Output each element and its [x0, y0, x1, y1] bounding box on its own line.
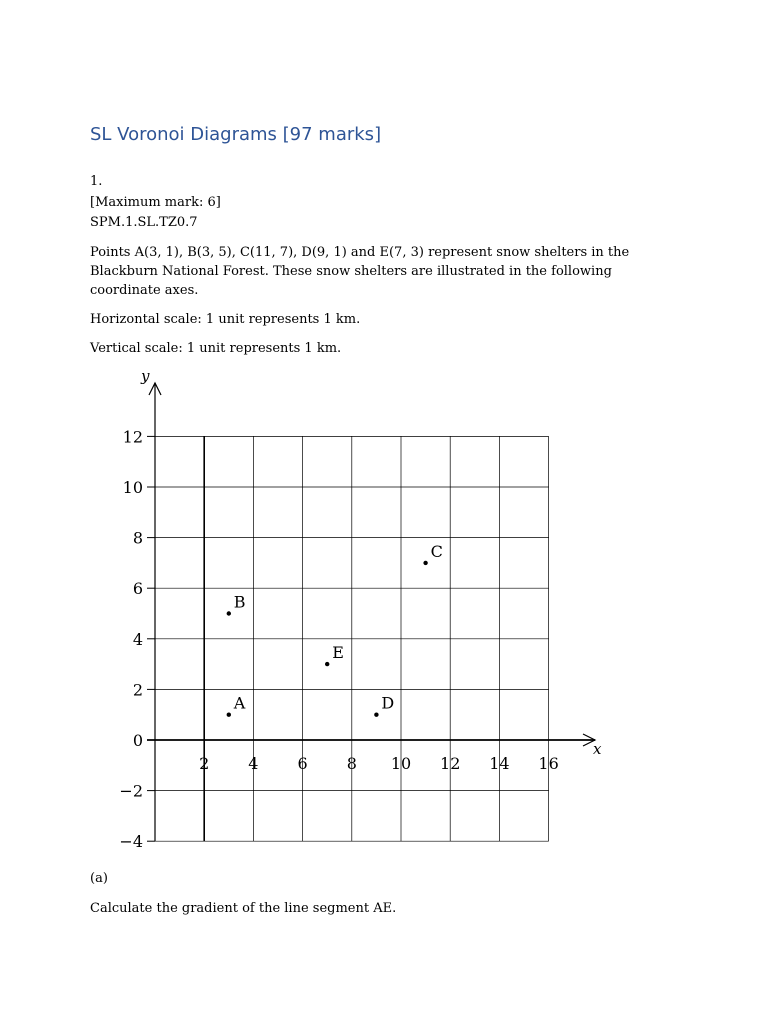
y-tick-label: 2 [132, 680, 143, 700]
data-point [227, 713, 231, 717]
data-point [227, 611, 231, 615]
x-tick-label: 12 [440, 754, 461, 773]
y-tick-label: 8 [132, 528, 143, 548]
data-point-label: E [332, 643, 344, 663]
x-tick-label: 14 [489, 754, 510, 773]
y-tick-label: 6 [132, 579, 143, 599]
x-tick-label: 10 [390, 754, 412, 773]
question-reference: SPM.1.SL.TZ0.7 [90, 215, 198, 230]
y-tick-label: 4 [132, 629, 143, 649]
part-a-question: Calculate the gradient of the line segment AE. [90, 901, 397, 916]
x-tick-label: 8 [346, 754, 357, 773]
data-point [374, 713, 378, 717]
x-tick-label: 4 [248, 754, 259, 773]
x-tick-label: 6 [297, 754, 308, 773]
chart-grid [155, 436, 549, 841]
coordinate-axes-chart [90, 365, 620, 855]
page-title: SL Voronoi Diagrams [97 marks] [90, 124, 382, 145]
part-a-label: (a) [90, 871, 108, 886]
y-tick-label: −2 [119, 781, 143, 801]
chart-tick-labels [119, 427, 558, 851]
vertical-scale-note: Vertical scale: 1 unit represents 1 km. [90, 341, 342, 356]
maximum-mark: [Maximum mark: 6] [90, 195, 221, 210]
question-number: 1. [90, 174, 103, 189]
x-axis-label: x [593, 740, 602, 758]
y-tick-label: 12 [122, 427, 143, 447]
y-tick-label: 10 [122, 478, 143, 497]
data-point-label: D [381, 693, 395, 713]
chart-axes [140, 367, 602, 841]
question-intro: Points A(3, 1), B(3, 5), C(11, 7), D(9, 1) and E(7, 3) represent snow shelters in the Blackburn National Forest. These snow shelters are illustrated in the following coordinate axes. [90, 245, 630, 298]
data-point-label: A [233, 693, 246, 713]
x-tick-label: 16 [538, 754, 559, 773]
horizontal-scale-note: Horizontal scale: 1 unit represents 1 km. [90, 312, 361, 327]
data-point-label: B [233, 592, 246, 612]
y-tick-label: −4 [119, 832, 143, 852]
x-tick-label: 2 [199, 754, 210, 773]
y-tick-label: 0 [132, 731, 143, 750]
data-point [423, 561, 427, 565]
data-point [325, 662, 329, 666]
chart-points [227, 542, 443, 717]
data-point-label: C [430, 541, 443, 561]
y-axis-label: y [141, 367, 150, 385]
